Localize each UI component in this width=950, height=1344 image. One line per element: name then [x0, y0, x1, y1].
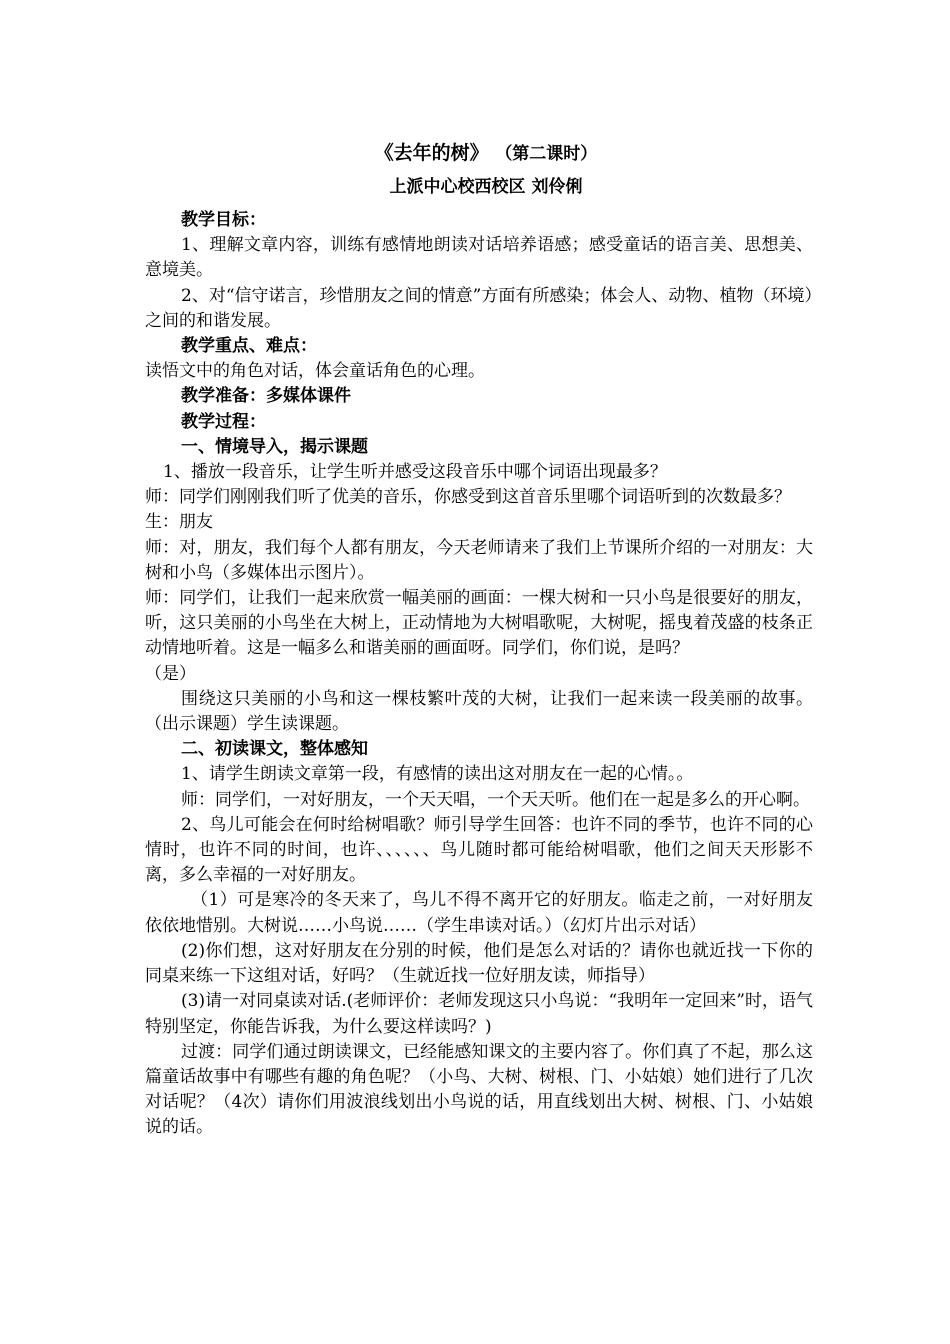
- paragraph-list: [145, 208, 813, 1141]
- paragraph: 过渡：同学们通过朗读课文，已经能感知课文的主要内容了。你们真了不起，那么这篇童话故事中有哪些有趣的角色呢？（小鸟、大树、树根、门、小姑娘）她们进行了几次对话呢？（4次）请你们用波浪线划出小鸟说的话，用直线划出大树、树根、门、小姑娘说的话。: [145, 1041, 813, 1138]
- paragraph: 2、对“信守诺言，珍惜朋友之间的情意”方面有所感染；体会人、动物、植物（环境）之间的和谐发展。: [145, 285, 813, 331]
- paragraph: 1、理解文章内容，训练有感情地朗读对话培养语感；感受童话的语言美、思想美、意境美。: [145, 235, 813, 281]
- paragraph: 师：同学们刚刚我们听了优美的音乐，你感受到这首音乐里哪个词语听到的次数最多？: [145, 487, 791, 508]
- paragraph: (3)请一对同桌读对话.(老师评价：老师发现这只小鸟说：“我明年一定回来”时，语气特别坚定，你能告诉我，为什么要这样读吗？): [145, 991, 813, 1037]
- paragraph: 1、请学生朗读文章第一段，有感情的读出这对朋友在一起的心情。。: [181, 764, 694, 785]
- paragraph: 一、情境导入，揭示课题: [181, 436, 368, 457]
- paragraph: 读悟文中的角色对话，体会童话角色的心理。: [145, 361, 485, 382]
- paragraph: 教学目标：: [181, 210, 266, 230]
- paragraph: 教学过程：: [181, 411, 266, 432]
- paragraph: （1）可是寒冷的冬天来了，鸟儿不得不离开它的好朋友。临走之前，一对好朋友依依地惜别。大树说……小鸟说……（学生串读对话。）（幻灯片出示对话）: [145, 890, 813, 936]
- paragraph: (2)你们想，这对好朋友在分别的时候，他们是怎么对话的？请你也就近找一下你的同桌来练一下这组对话，好吗？（生就近找一位好朋友读，师指导）: [145, 940, 813, 987]
- paragraph: 师：同学们，让我们一起来欣赏一幅美丽的画面：一棵大树和一只小鸟是很要好的朋友，听，这只美丽的小鸟坐在大树上，正动情地为大树唱歌呢，大树呢，摇曳着茂盛的枝条正动情地听着。这是一幅多么和谐美丽的画面呀。同学们，你们说，是吗？: [145, 588, 813, 659]
- document-body: [145, 138, 813, 1141]
- paragraph: 教学重点、难点：: [181, 336, 317, 357]
- author-line: 上派中心校西校区 刘伶俐: [389, 177, 583, 197]
- paragraph: 二、初读课文，整体感知: [181, 739, 368, 760]
- paragraph: 师：对，朋友，我们每个人都有朋友，今天老师请来了我们上节课所介绍的一对朋友：大树和小鸟（多媒体出示图片）。: [145, 537, 813, 583]
- title-sub: （第二课时）: [495, 144, 598, 164]
- title-main: 《去年的树》: [374, 142, 489, 164]
- paragraph: 1、播放一段音乐，让学生听并感受这段音乐中哪个词语出现最多？: [163, 462, 667, 483]
- paragraph: 生：朋友: [145, 512, 213, 533]
- paragraph: （是）: [145, 663, 196, 684]
- paragraph: 教学准备：多媒体课件: [181, 386, 351, 407]
- document-title: [159, 138, 813, 168]
- paragraph: 围绕这只美丽的小鸟和这一棵枝繁叶茂的大树，让我们一起来读一段美丽的故事。（出示课题）学生读课题。: [145, 688, 813, 735]
- paragraph: 2、鸟儿可能会在何时给树唱歌？师引导学生回答：也许不同的季节，也许不同的心情时，也许不同的时间，也许、、、、、、鸟儿随时都可能给树唱歌，他们之间天天形影不离，多么幸福的一对好朋友。: [145, 814, 813, 886]
- paragraph: 师：同学们，一对好朋友，一个天天唱，一个天天听。他们在一起是多么的开心啊。: [181, 789, 810, 810]
